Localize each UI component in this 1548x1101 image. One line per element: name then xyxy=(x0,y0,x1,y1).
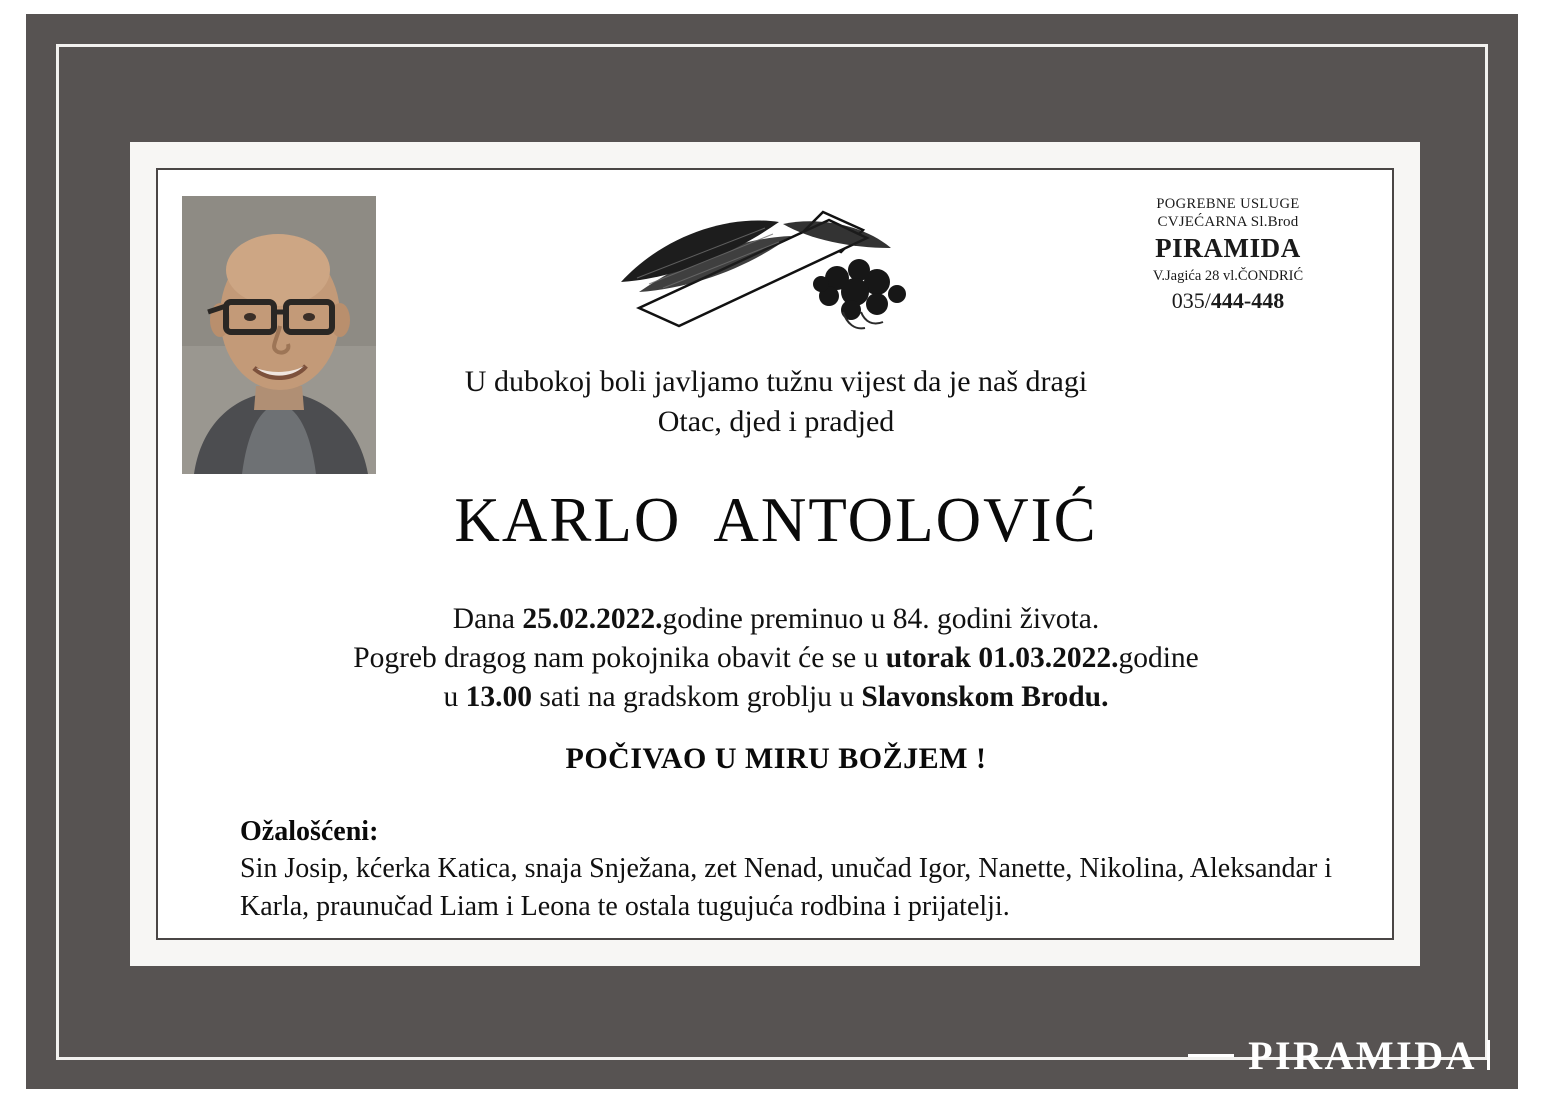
intro-line2: Otac, djed i pradjed xyxy=(657,404,895,438)
intro-line1: U dubokoj boli javljamo tužnu vijest da je naš dragi xyxy=(464,365,1088,398)
provider-line2: CVJEĆARNA Sl.Brod xyxy=(1157,213,1299,230)
cemetery-name: Slavonskom Brodu. xyxy=(861,681,1109,714)
mourners-list: Sin Josip, kćerka Katica, snaja Snježana, zet Nenad, unučad Igor, Nanette, Nikolina, Aleksandar i Karla, praunučad Liam i Leona te ostala tugujuća rodbina i prijatelji. xyxy=(240,853,1333,923)
intro-text xyxy=(196,362,1356,442)
funeral-date: utorak 01.03.2022. xyxy=(885,642,1119,675)
funeral-time: 13.00 xyxy=(465,681,533,714)
details-line1-prefix: Dana xyxy=(452,603,523,635)
details-line-funeral-date xyxy=(176,639,1376,678)
provider-phone xyxy=(1100,288,1356,314)
logo-bar-right xyxy=(1487,1040,1490,1070)
provider-phone-prefix: 035/ xyxy=(1171,288,1211,314)
rest-in-peace-text: POČIVAO U MIRU BOŽJEM ! xyxy=(565,742,987,775)
logo-text: PIRAMIDA xyxy=(1248,1032,1477,1078)
cross-with-wreath-icon xyxy=(615,208,945,338)
details-line3-prefix: u xyxy=(443,681,466,714)
details-line-funeral-place xyxy=(176,678,1376,717)
provider-address: V.Jagića 28 vl.ČONDRIĆ xyxy=(1152,267,1304,284)
provider-name: PIRAMIDA xyxy=(1155,233,1301,264)
piramida-logo xyxy=(1188,1029,1490,1081)
provider-phone-number: 444-448 xyxy=(1210,288,1285,314)
provider-line1: POGREBNE USLUGE xyxy=(1156,196,1300,212)
funeral-provider-stamp xyxy=(1100,196,1356,314)
details-line2-suffix: godine xyxy=(1118,642,1199,675)
funeral-details xyxy=(176,600,1376,718)
logo-bar-left xyxy=(1188,1054,1234,1057)
mourners-label: Ožalošćeni: xyxy=(240,816,379,847)
details-line2-prefix: Pogreb dragog nam pokojnika obavit će se u xyxy=(353,642,886,675)
details-line3-middle: sati na gradskom groblju u xyxy=(532,681,862,714)
details-line1-suffix: godine preminuo u 84. godini života. xyxy=(662,603,1100,635)
deceased-name: KARLO ANTOLOVIĆ xyxy=(454,485,1098,555)
details-line-death xyxy=(176,600,1376,639)
date-of-death: 25.02.2022. xyxy=(522,603,663,635)
